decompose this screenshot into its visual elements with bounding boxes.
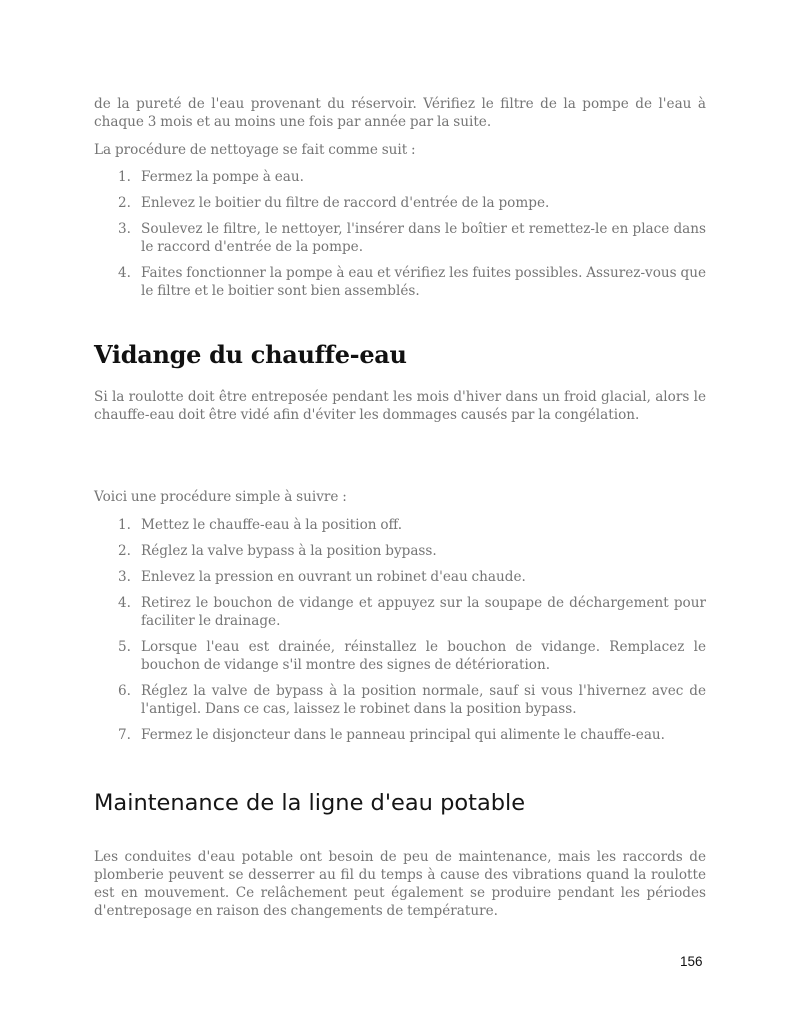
- page-number: 156: [680, 954, 703, 969]
- list-item-number: 2.: [118, 195, 131, 211]
- list-item: [94, 568, 706, 586]
- list-item: [94, 682, 706, 718]
- section-heading-maintenance: Maintenance de la ligne d'eau potable: [94, 790, 526, 816]
- drain-procedure-lead: Voici une procédure simple à suivre :: [94, 489, 347, 505]
- list-item: [94, 726, 706, 744]
- list-item-text: Soulevez le filtre, le nettoyer, l'insérer dans le boîtier et remettez-le en place dans le raccord d'entrée de la pompe.: [141, 221, 706, 255]
- list-item-text: Mettez le chauffe-eau à la position off.: [141, 517, 403, 533]
- list-item-number: 7.: [118, 727, 131, 743]
- maintenance-paragraph: Les conduites d'eau potable ont besoin de peu de maintenance, mais les raccords de plomberie peuvent se desserrer au fil du temps à cause des vibrations quand la roulotte est en mouvement. Ce relâchement peut également se produire pendant les périodes d'entreposage en raison des changements de température.: [94, 849, 706, 919]
- list-item: [94, 542, 706, 560]
- list-item-number: 1.: [118, 517, 131, 533]
- list-item-number: 3.: [118, 569, 131, 585]
- list-item-number: 3.: [118, 221, 131, 237]
- list-item-number: 6.: [118, 683, 131, 699]
- list-item: [94, 194, 706, 212]
- list-item: [94, 594, 706, 630]
- list-item: [94, 264, 706, 300]
- list-item-text: Enlevez la pression en ouvrant un robinet d'eau chaude.: [141, 569, 526, 585]
- list-item: [94, 220, 706, 256]
- cleaning-procedure-lead: La procédure de nettoyage se fait comme suit :: [94, 142, 416, 158]
- section-heading-drain: Vidange du chauffe-eau: [94, 340, 407, 369]
- cleaning-steps-list: [94, 168, 706, 308]
- list-item-number: 2.: [118, 543, 131, 559]
- list-item-text: Réglez la valve bypass à la position bypass.: [141, 543, 437, 559]
- list-item-text: Réglez la valve de bypass à la position normale, sauf si vous l'hivernez avec de l'antigel. Dans ce cas, laissez le robinet dans la position bypass.: [141, 683, 706, 717]
- list-item-text: Retirez le bouchon de vidange et appuyez sur la soupape de déchargement pour faciliter le drainage.: [141, 595, 706, 629]
- list-item: [94, 168, 706, 186]
- list-item-number: 4.: [118, 265, 131, 281]
- list-item-number: 5.: [118, 639, 131, 655]
- list-item-text: Faites fonctionner la pompe à eau et vérifiez les fuites possibles. Assurez-vous que le filtre et le boitier sont bien assemblés.: [141, 265, 706, 299]
- drain-steps-list: [94, 516, 706, 752]
- intro-continuation-paragraph: de la pureté de l'eau provenant du réservoir. Vérifiez le filtre de la pompe de l'eau à chaque 3 mois et au moins une fois par année par la suite.: [94, 96, 706, 130]
- drain-intro-paragraph: Si la roulotte doit être entreposée pendant les mois d'hiver dans un froid glacial, alors le chauffe-eau doit être vidé afin d'éviter les dommages causés par la congélation.: [94, 389, 706, 423]
- list-item: [94, 516, 706, 534]
- list-item-text: Enlevez le boitier du filtre de raccord d'entrée de la pompe.: [141, 195, 550, 211]
- list-item-text: Lorsque l'eau est drainée, réinstallez le bouchon de vidange. Remplacez le bouchon de vidange s'il montre des signes de détérioration.: [141, 639, 706, 673]
- list-item: [94, 638, 706, 674]
- list-item-text: Fermez le disjoncteur dans le panneau principal qui alimente le chauffe-eau.: [141, 727, 665, 743]
- list-item-text: Fermez la pompe à eau.: [141, 169, 304, 185]
- list-item-number: 4.: [118, 595, 131, 611]
- list-item-number: 1.: [118, 169, 131, 185]
